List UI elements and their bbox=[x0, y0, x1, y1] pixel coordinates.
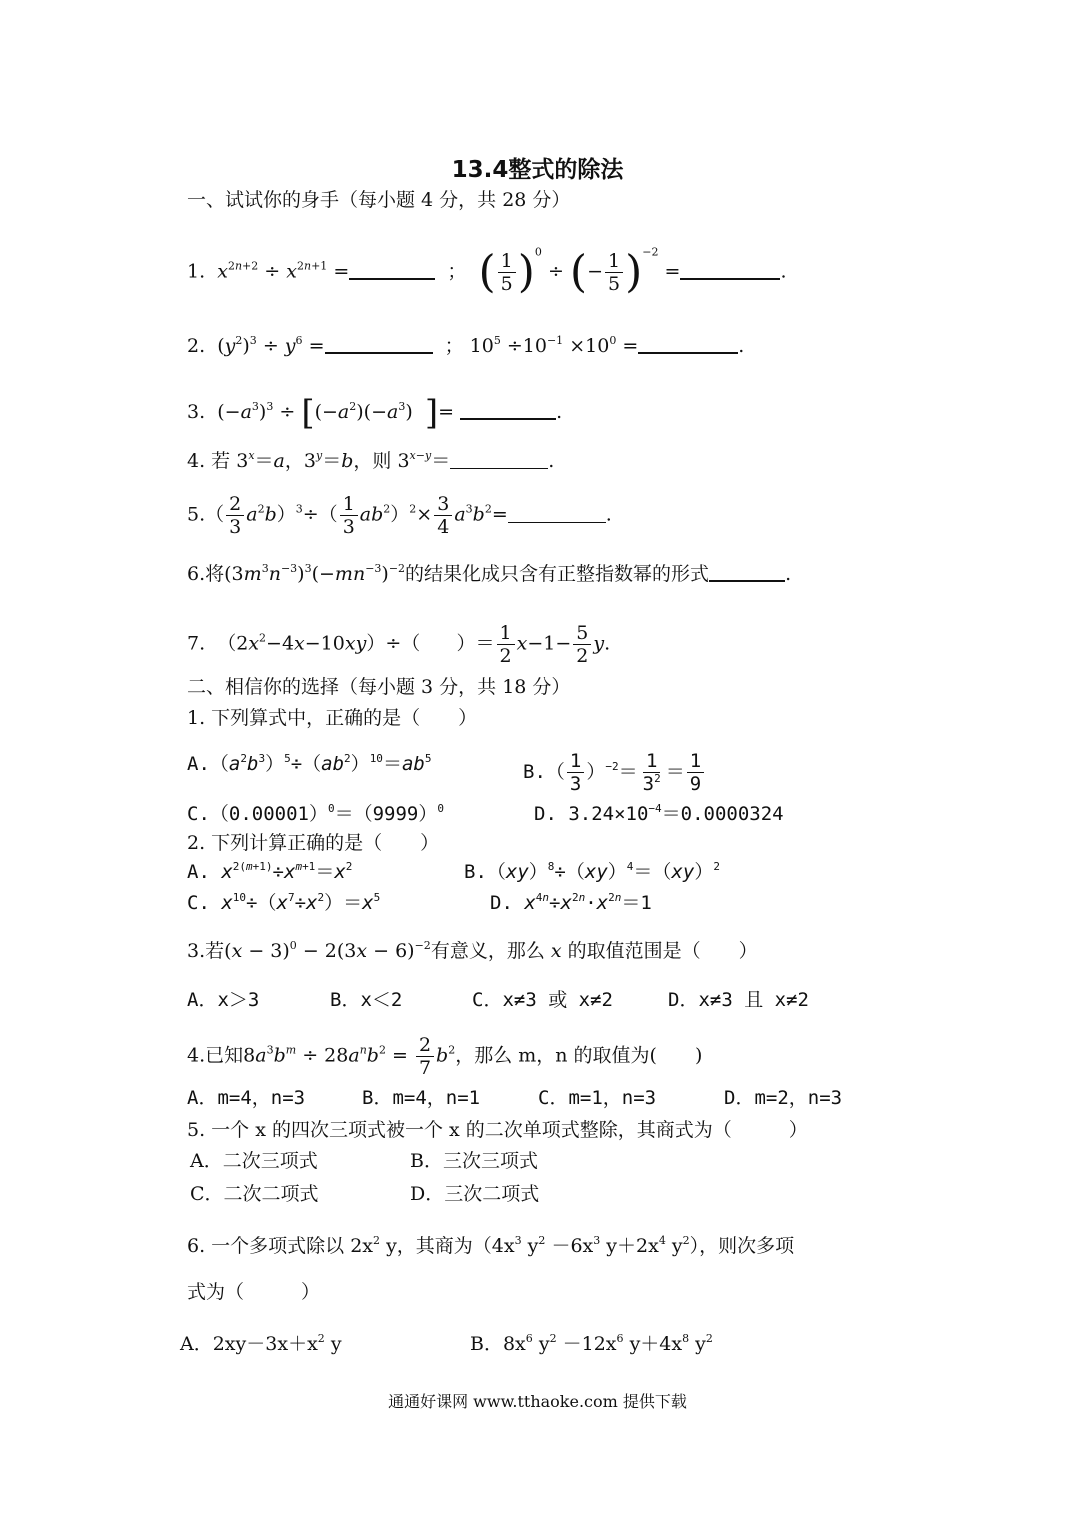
mc2-option-d[interactable]: D. $x^{4n}\div x^{2n}\cdot x^{2n}=1$ bbox=[490, 891, 652, 914]
mc-question-2: 2. 下列计算正确的是（ ） bbox=[187, 832, 440, 854]
question-4: 4. 若 $3^x=a$，$3^y=b$，则 $3^{x-y}=$ . bbox=[187, 449, 555, 472]
mc3-option-d[interactable]: D．x≠3 且 x≠2 bbox=[668, 989, 809, 1011]
mc3-option-b[interactable]: B．x＜2 bbox=[330, 989, 403, 1011]
question-6: 6.将$(3m^3n^{-3})^3(-mn^{-3})^{-2}$的结果化成只含有正整指数幂的形式 . bbox=[187, 562, 792, 585]
question-3: 3. $(-a^3)^3 \div [(-a^2)(-a^3)$ ]= . bbox=[187, 393, 563, 433]
question-2: 2. $(y^2)^3 \div y^6$ = ； $10^5 \div 10^{-1} \times 10^0$ = . bbox=[187, 334, 745, 357]
section-1-heading: 一、试试你的身手（每小题 4 分，共 28 分） bbox=[187, 189, 571, 211]
answer-blank[interactable] bbox=[680, 260, 780, 280]
mc-question-6-cont: 式为（ ） bbox=[187, 1281, 321, 1303]
mc1-option-a[interactable]: $A.(a^2b^3)^5\div(ab^2)^{10}=ab^5$ bbox=[187, 752, 432, 775]
mc2-option-b[interactable]: B.（xy）$^8$÷（xy）$^4$＝（xy）$^2$ bbox=[464, 860, 720, 883]
mc5-option-d[interactable]: D．三次二项式 bbox=[410, 1183, 540, 1205]
mc-question-6: 6. 一个多项式除以 $2x^2$ y，其商为（$4x^3$ $y^2 -6x^3$ $y+2x^4$ $y^2$），则次多项 bbox=[187, 1234, 795, 1257]
question-5: 5.（ $\frac{2}{3}$ $a^2b)^3\div$（ $\frac{1}{3}$ $ab^2)^2\times$ $\frac{3}{4}$ $a^3b^2=$ . bbox=[187, 493, 612, 538]
mc3-option-a[interactable]: A．x＞3 bbox=[187, 989, 260, 1011]
mc4-option-d[interactable]: D．m=2，n=3 bbox=[724, 1087, 843, 1109]
mc-question-1: 1. 下列算式中，正确的是（ ） bbox=[187, 707, 478, 729]
answer-blank[interactable] bbox=[349, 260, 435, 280]
mc-question-5: 5. 一个 x 的四次三项式被一个 x 的二次单项式整除，其商式为（ ） bbox=[187, 1119, 808, 1141]
mc2-option-c[interactable]: C. $x^{10}\div(x^7\div x^2)=x^5$ bbox=[187, 891, 381, 914]
answer-blank[interactable] bbox=[709, 562, 785, 582]
section-2-heading: 二、相信你的选择（每小题 3 分，共 18 分） bbox=[187, 676, 571, 698]
answer-blank[interactable] bbox=[460, 400, 556, 420]
mc6-option-a[interactable]: A．$2xy-3x+x^2$ y bbox=[180, 1332, 342, 1355]
mc5-option-b[interactable]: B．三次三项式 bbox=[410, 1150, 538, 1172]
mc5-option-c[interactable]: C．二次二项式 bbox=[190, 1183, 319, 1205]
mc4-option-c[interactable]: C．m=1，n=3 bbox=[538, 1087, 657, 1109]
answer-blank[interactable] bbox=[638, 334, 738, 354]
answer-blank[interactable] bbox=[325, 334, 433, 354]
mc1-option-c[interactable]: $C.(0.00001)^0=(9999)^0$ bbox=[187, 802, 444, 825]
question-1: 1. $x^{2n+2} \div x^{2n+1}$ = ； ( $\frac{1}{5}$ )$^0$ ÷ (− $\frac{1}{5}$ )$^{-2}$ = . bbox=[187, 245, 787, 298]
mc5-option-a[interactable]: A．二次三项式 bbox=[190, 1150, 318, 1172]
mc4-option-b[interactable]: B．m=4，n=1 bbox=[362, 1087, 481, 1109]
mc1-option-b[interactable]: B.（ $\frac{1}{3}$ ）$^{-2}$＝ $\frac{1}{3^2}$ ＝ $\frac{1}{9}$ bbox=[523, 750, 706, 795]
answer-blank[interactable] bbox=[508, 504, 606, 523]
mc3-option-c[interactable]: C．x≠3 或 x≠2 bbox=[472, 989, 613, 1011]
mc-question-3: 3.若$(x - 3)^0 - 2(3x - 6)^{-2}$有意义，那么 x 的取值范围是（ ） bbox=[187, 939, 758, 962]
mc4-option-a[interactable]: A．m=4，n=3 bbox=[187, 1087, 306, 1109]
mc2-option-a[interactable]: A. $x^{2(m+1)}\div x^{m+1}=x^2$ bbox=[187, 860, 353, 883]
answer-blank[interactable] bbox=[450, 450, 548, 469]
page-title: 13.4整式的除法 bbox=[451, 157, 624, 183]
question-7: 7. $(2x^2-4x-10xy)\div$（ ）＝ $\frac{1}{2}$ x−1− $\frac{5}{2}$ y. bbox=[187, 622, 611, 667]
mc1-option-d[interactable]: D. $3.24\times 10^{-4}=0.0000324$ bbox=[534, 802, 784, 825]
footer-credit: 通通好课网 www.tthaoke.com 提供下载 bbox=[388, 1392, 687, 1411]
mc-question-4: 4.已知$8a^3b^m \div 28a^nb^2$ = $\frac{2}{7}$ $b^2$，那么 m，n 的取值为( ) bbox=[187, 1034, 703, 1079]
mc6-option-b[interactable]: B．$8x^6$ $y^2 -12x^6$ $y+4x^8$ $y^2$ bbox=[470, 1332, 713, 1355]
